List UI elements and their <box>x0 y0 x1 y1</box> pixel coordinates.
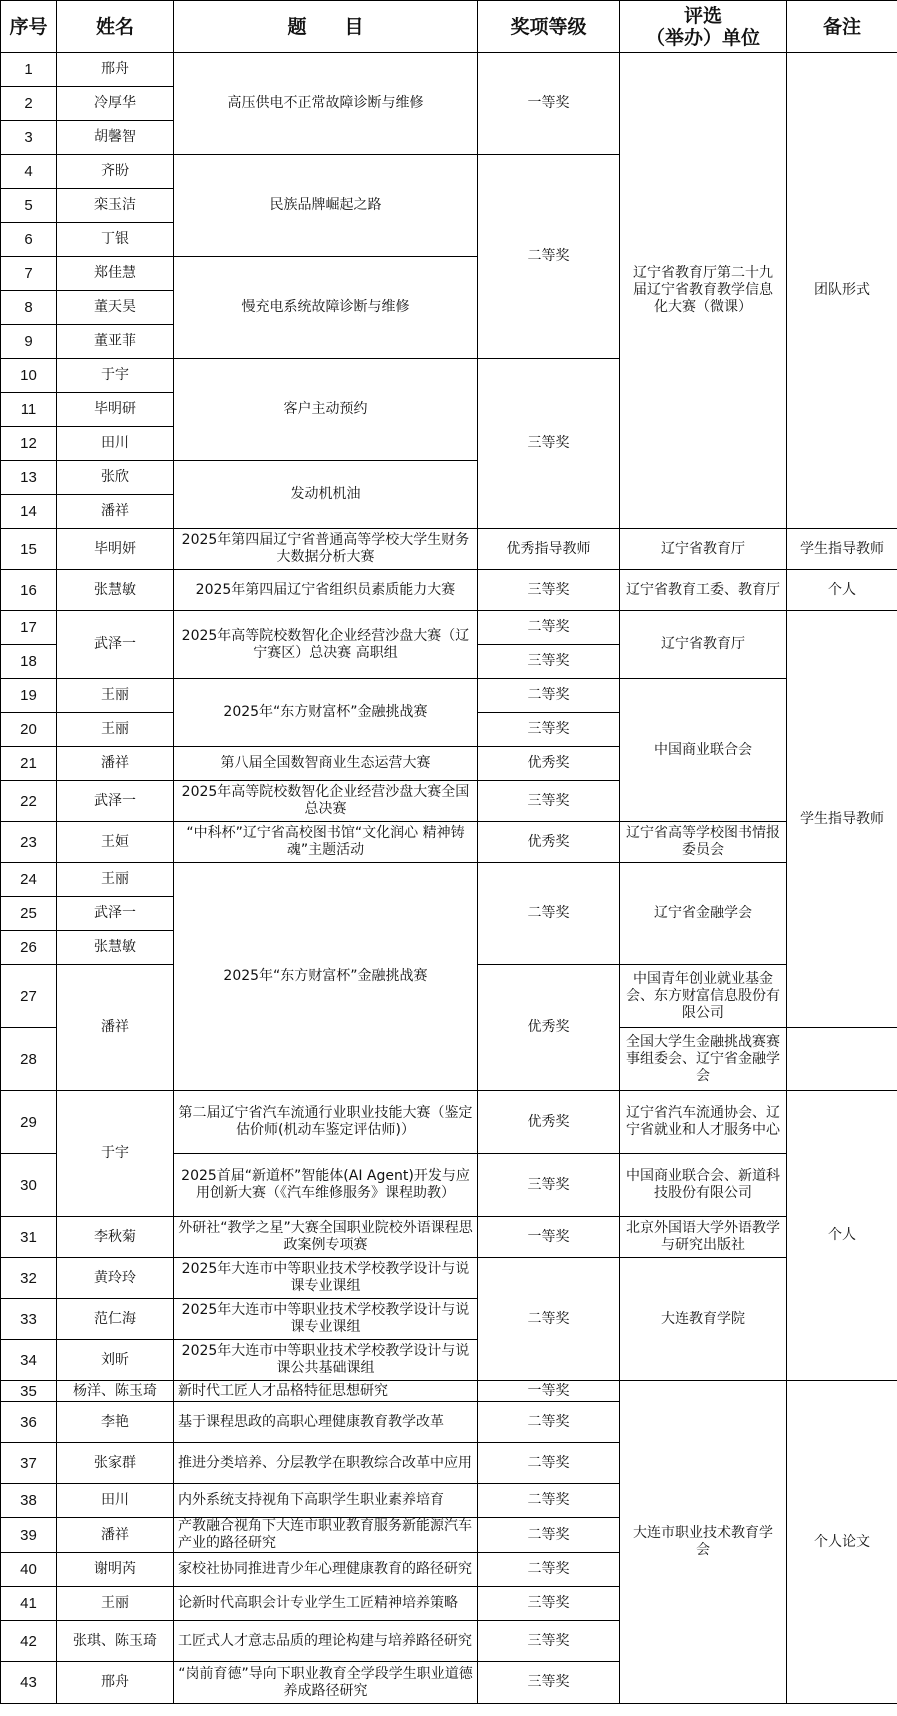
cell-org: 辽宁省高等学校图书情报委员会 <box>620 822 787 863</box>
header-org-line2: （举办）单位 <box>645 26 760 49</box>
cell-name: 毕明妍 <box>57 529 174 570</box>
cell-topic: 2025年高等院校数智化企业经营沙盘大赛（辽宁赛区）总决赛 高职组 <box>174 611 478 679</box>
cell-name: 田川 <box>57 427 174 461</box>
cell-name: 潘祥 <box>57 1518 174 1553</box>
cell-name: 董天昊 <box>57 291 174 325</box>
cell-name: 潘祥 <box>57 495 174 529</box>
cell-level: 二等奖 <box>478 1518 620 1553</box>
cell-level: 优秀奖 <box>478 747 620 781</box>
table-row <box>1 611 897 645</box>
cell-topic: 高压供电不正常故障诊断与维修 <box>174 53 478 155</box>
cell-name: 潘祥 <box>57 747 174 781</box>
cell-seq: 4 <box>1 155 57 189</box>
cell-topic: 产教融合视角下大连市职业教育服务新能源汽车产业的路径研究 <box>174 1518 478 1553</box>
header-seq: 序号 <box>1 1 57 53</box>
cell-name: 武泽一 <box>57 781 174 822</box>
cell-name: 董亚菲 <box>57 325 174 359</box>
cell-topic: 2025年“东方财富杯”金融挑战赛 <box>174 863 478 1091</box>
cell-topic: 民族品牌崛起之路 <box>174 155 478 257</box>
cell-topic: “岗前育德”导向下职业教育全学段学生职业道德养成路径研究 <box>174 1662 478 1704</box>
cell-topic: 工匠式人才意志品质的理论构建与培养路径研究 <box>174 1621 478 1662</box>
cell-name: 栾玉洁 <box>57 189 174 223</box>
cell-seq: 6 <box>1 223 57 257</box>
cell-level: 三等奖 <box>478 570 620 611</box>
cell-name: 邢舟 <box>57 1662 174 1704</box>
header-org <box>620 1 787 53</box>
cell-seq: 29 <box>1 1091 57 1154</box>
cell-seq: 25 <box>1 897 57 931</box>
cell-level: 优秀奖 <box>478 1091 620 1154</box>
cell-level: 二等奖 <box>478 679 620 713</box>
cell-org: 辽宁省金融学会 <box>620 863 787 965</box>
cell-level: 三等奖 <box>478 781 620 822</box>
cell-topic: 内外系统支持视角下高职学生职业素养培育 <box>174 1484 478 1518</box>
cell-remark: 个人 <box>787 1091 897 1381</box>
table-row <box>1 1381 897 1402</box>
cell-name: 王丽 <box>57 863 174 897</box>
cell-name: 郑佳慧 <box>57 257 174 291</box>
cell-topic: 2025年大连市中等职业技术学校教学设计与说课专业课组 <box>174 1258 478 1299</box>
cell-level: 三等奖 <box>478 1154 620 1217</box>
cell-seq: 33 <box>1 1299 57 1340</box>
cell-remark: 学生指导教师 <box>787 529 897 570</box>
cell-seq: 8 <box>1 291 57 325</box>
cell-level: 二等奖 <box>478 611 620 645</box>
cell-name: 张慧敏 <box>57 931 174 965</box>
cell-level: 一等奖 <box>478 53 620 155</box>
cell-seq: 1 <box>1 53 57 87</box>
cell-seq: 28 <box>1 1028 57 1091</box>
cell-org: 中国商业联合会 <box>620 679 787 822</box>
cell-seq: 21 <box>1 747 57 781</box>
cell-seq: 39 <box>1 1518 57 1553</box>
cell-name: 张琪、陈玉琦 <box>57 1621 174 1662</box>
cell-name: 齐盼 <box>57 155 174 189</box>
cell-level: 二等奖 <box>478 1258 620 1381</box>
cell-org: 辽宁省教育厅 <box>620 529 787 570</box>
cell-name: 范仁海 <box>57 1299 174 1340</box>
cell-level: 一等奖 <box>478 1381 620 1402</box>
cell-topic: 2025年第四届辽宁省普通高等学校大学生财务大数据分析大赛 <box>174 529 478 570</box>
cell-name: 王丽 <box>57 713 174 747</box>
cell-topic: 推进分类培养、分层教学在职教综合改革中应用 <box>174 1443 478 1484</box>
cell-topic: 第二届辽宁省汽车流通行业职业技能大赛（鉴定估价师(机动车鉴定评估师)） <box>174 1091 478 1154</box>
table-row <box>1 1258 897 1299</box>
cell-level: 二等奖 <box>478 155 620 359</box>
cell-org: 辽宁省汽车流通协会、辽宁省就业和人才服务中心 <box>620 1091 787 1154</box>
header-topic: 题 目 <box>174 1 478 53</box>
header-row <box>1 1 897 53</box>
cell-level: 三等奖 <box>478 1621 620 1662</box>
cell-topic: 2025年大连市中等职业技术学校教学设计与说课专业课组 <box>174 1299 478 1340</box>
cell-name: 刘昕 <box>57 1340 174 1381</box>
cell-remark: 个人论文 <box>787 1381 897 1704</box>
cell-seq: 36 <box>1 1402 57 1443</box>
cell-remark: 团队形式 <box>787 53 897 529</box>
cell-name: 邢舟 <box>57 53 174 87</box>
cell-seq: 13 <box>1 461 57 495</box>
cell-name: 田川 <box>57 1484 174 1518</box>
cell-level: 三等奖 <box>478 645 620 679</box>
cell-seq: 43 <box>1 1662 57 1704</box>
cell-name: 丁银 <box>57 223 174 257</box>
table-row <box>1 1217 897 1258</box>
cell-remark: 个人 <box>787 570 897 611</box>
cell-level: 二等奖 <box>478 863 620 965</box>
cell-topic: 2025首届“新道杯”智能体(AI Agent)开发与应用创新大赛（《汽车维修服务》课程助教） <box>174 1154 478 1217</box>
cell-seq: 5 <box>1 189 57 223</box>
cell-seq: 14 <box>1 495 57 529</box>
cell-seq: 40 <box>1 1553 57 1587</box>
cell-seq: 19 <box>1 679 57 713</box>
cell-topic: 2025年第四届辽宁省组织员素质能力大赛 <box>174 570 478 611</box>
cell-name: 张欣 <box>57 461 174 495</box>
cell-seq: 7 <box>1 257 57 291</box>
cell-seq: 2 <box>1 87 57 121</box>
cell-level: 三等奖 <box>478 713 620 747</box>
cell-name: 王丽 <box>57 679 174 713</box>
cell-name: 毕明研 <box>57 393 174 427</box>
cell-name: 胡馨智 <box>57 121 174 155</box>
cell-level: 优秀奖 <box>478 822 620 863</box>
header-level: 奖项等级 <box>478 1 620 53</box>
table-row <box>1 53 897 87</box>
cell-name: 潘祥 <box>57 965 174 1091</box>
cell-seq: 15 <box>1 529 57 570</box>
cell-seq: 3 <box>1 121 57 155</box>
cell-name: 张家群 <box>57 1443 174 1484</box>
cell-topic: 发动机机油 <box>174 461 478 529</box>
cell-seq: 22 <box>1 781 57 822</box>
cell-name: 李秋菊 <box>57 1217 174 1258</box>
cell-level: 三等奖 <box>478 1662 620 1704</box>
cell-seq: 10 <box>1 359 57 393</box>
cell-org: 中国青年创业就业基金会、东方财富信息股份有限公司 <box>620 965 787 1028</box>
cell-seq: 27 <box>1 965 57 1028</box>
cell-name: 王姮 <box>57 822 174 863</box>
cell-seq: 37 <box>1 1443 57 1484</box>
cell-level: 优秀指导教师 <box>478 529 620 570</box>
cell-topic: 新时代工匠人才品格特征思想研究 <box>174 1381 478 1402</box>
cell-remark: 学生指导教师 <box>787 611 897 1028</box>
cell-name: 王丽 <box>57 1587 174 1621</box>
cell-name: 谢明芮 <box>57 1553 174 1587</box>
cell-org: 中国商业联合会、新道科技股份有限公司 <box>620 1154 787 1217</box>
cell-seq: 31 <box>1 1217 57 1258</box>
cell-level: 一等奖 <box>478 1217 620 1258</box>
cell-seq: 34 <box>1 1340 57 1381</box>
cell-org: 辽宁省教育厅 <box>620 611 787 679</box>
cell-seq: 24 <box>1 863 57 897</box>
cell-seq: 32 <box>1 1258 57 1299</box>
cell-seq: 41 <box>1 1587 57 1621</box>
cell-seq: 26 <box>1 931 57 965</box>
cell-name: 武泽一 <box>57 897 174 931</box>
cell-topic: 第八届全国数智商业生态运营大赛 <box>174 747 478 781</box>
cell-seq: 23 <box>1 822 57 863</box>
cell-org: 辽宁省教育厅第二十九届辽宁省教育教学信息化大赛（微课） <box>620 53 787 529</box>
cell-seq: 35 <box>1 1381 57 1402</box>
cell-name: 杨洋、陈玉琦 <box>57 1381 174 1402</box>
table-row <box>1 570 897 611</box>
cell-seq: 12 <box>1 427 57 461</box>
cell-name: 黄玲玲 <box>57 1258 174 1299</box>
table-row <box>1 822 897 863</box>
cell-topic: 家校社协同推进青少年心理健康教育的路径研究 <box>174 1553 478 1587</box>
header-org-line1: 评选 <box>683 4 722 27</box>
cell-seq: 20 <box>1 713 57 747</box>
cell-level: 二等奖 <box>478 1553 620 1587</box>
cell-org: 全国大学生金融挑战赛赛事组委会、辽宁省金融学会 <box>620 1028 787 1091</box>
cell-level: 二等奖 <box>478 1443 620 1484</box>
table-row <box>1 529 897 570</box>
cell-topic: “中科杯”辽宁省高校图书馆“文化润心 精神铸魂”主题活动 <box>174 822 478 863</box>
cell-level: 二等奖 <box>478 1484 620 1518</box>
header-remark: 备注 <box>787 1 897 53</box>
cell-seq: 18 <box>1 645 57 679</box>
cell-seq: 16 <box>1 570 57 611</box>
cell-seq: 9 <box>1 325 57 359</box>
cell-name: 于宇 <box>57 359 174 393</box>
cell-org: 辽宁省教育工委、教育厅 <box>620 570 787 611</box>
cell-level: 优秀奖 <box>478 965 620 1091</box>
table-row <box>1 863 897 897</box>
cell-name: 武泽一 <box>57 611 174 679</box>
cell-seq: 38 <box>1 1484 57 1518</box>
cell-topic: 2025年高等院校数智化企业经营沙盘大赛全国总决赛 <box>174 781 478 822</box>
cell-topic: 2025年“东方财富杯”金融挑战赛 <box>174 679 478 747</box>
cell-name: 于宇 <box>57 1091 174 1217</box>
cell-topic: 客户主动预约 <box>174 359 478 461</box>
cell-name: 冷厚华 <box>57 87 174 121</box>
cell-level: 三等奖 <box>478 359 620 529</box>
cell-org: 大连教育学院 <box>620 1258 787 1381</box>
cell-topic: 论新时代高职会计专业学生工匠精神培养策略 <box>174 1587 478 1621</box>
cell-topic: 2025年大连市中等职业技术学校教学设计与说课公共基础课组 <box>174 1340 478 1381</box>
header-name: 姓名 <box>57 1 174 53</box>
cell-topic: 外研社“教学之星”大赛全国职业院校外语课程思政案例专项赛 <box>174 1217 478 1258</box>
cell-name: 李艳 <box>57 1402 174 1443</box>
cell-name: 张慧敏 <box>57 570 174 611</box>
cell-seq: 42 <box>1 1621 57 1662</box>
cell-org: 大连市职业技术教育学会 <box>620 1381 787 1704</box>
cell-seq: 17 <box>1 611 57 645</box>
table-row <box>1 1091 897 1154</box>
cell-seq: 30 <box>1 1154 57 1217</box>
table-row <box>1 679 897 713</box>
cell-seq: 11 <box>1 393 57 427</box>
cell-org: 北京外国语大学外语教学与研究出版社 <box>620 1217 787 1258</box>
cell-level: 二等奖 <box>478 1402 620 1443</box>
cell-topic: 慢充电系统故障诊断与维修 <box>174 257 478 359</box>
cell-level: 三等奖 <box>478 1587 620 1621</box>
cell-topic: 基于课程思政的高职心理健康教育教学改革 <box>174 1402 478 1443</box>
